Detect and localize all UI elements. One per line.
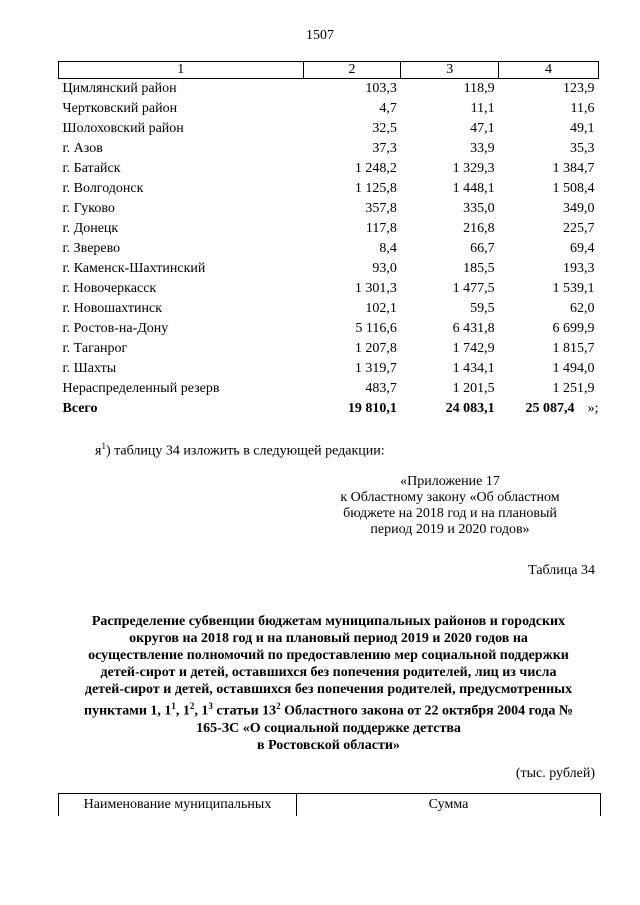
amount-cell: 37,3 (372, 141, 397, 156)
amount-cell: 32,5 (372, 121, 397, 136)
municipality-name: г. Ростов-на-Дону (62, 321, 169, 336)
table-row (59, 279, 599, 299)
amount-cell: 93,0 (372, 261, 397, 276)
amount-cell: 193,3 (563, 261, 595, 276)
amount-cell: 66,7 (470, 241, 495, 256)
table-row (59, 119, 599, 139)
municipality-name: г. Зверево (62, 241, 121, 256)
column-sum-header: Сумма (428, 797, 469, 812)
table-row (59, 359, 599, 379)
subvention-table (58, 61, 599, 419)
amount-cell: 349,0 (563, 201, 595, 216)
amount-cell: 35,3 (570, 141, 595, 156)
table-row (59, 79, 599, 100)
header-cell: 4 (499, 62, 599, 79)
table-row (59, 219, 599, 239)
municipality-name: Шолоховский район (62, 121, 184, 136)
municipality-name: г. Шахты (62, 361, 117, 376)
amount-cell: 1 248,2 (354, 161, 397, 176)
amount-cell: 1 815,7 (552, 341, 595, 356)
amount-cell: 11,1 (470, 101, 495, 116)
page-number: 1507 (306, 28, 334, 43)
amount-cell: 483,7 (365, 381, 397, 396)
table-row (59, 379, 599, 399)
amount-cell: 59,5 (470, 301, 495, 316)
municipality-name: г. Каменск-Шахтинский (62, 261, 206, 276)
total-row (59, 399, 599, 419)
amount-cell: 1 539,1 (552, 281, 595, 296)
header-cell: 2 (303, 62, 401, 79)
table-row (59, 159, 599, 179)
units-label: (тыс. рублей) (515, 766, 595, 781)
column-name-header: Наименование муниципальных (59, 794, 297, 816)
amount-cell: 357,8 (365, 201, 397, 216)
municipality-name: г. Таганрог (62, 341, 128, 356)
total-label: Всего (62, 401, 98, 416)
amount-cell: 47,1 (470, 121, 495, 136)
amount-cell: 1 434,1 (452, 361, 495, 376)
amount-cell: 1 125,8 (354, 181, 397, 196)
total-amount: 24 083,1 (445, 401, 495, 416)
amount-cell: 33,9 (470, 141, 495, 156)
amount-cell: 4,7 (379, 101, 397, 116)
amount-cell: 1 742,9 (452, 341, 495, 356)
amount-cell: 6 699,9 (552, 321, 595, 336)
amount-cell: 6 431,8 (452, 321, 495, 336)
amount-cell: 225,7 (563, 221, 595, 236)
municipality-name: г. Батайск (62, 161, 121, 176)
municipality-name: Цимлянский район (62, 81, 177, 96)
amount-cell: 1 494,0 (552, 361, 595, 376)
amount-cell: 1 384,7 (552, 161, 595, 176)
total-amount: 19 810,1 (347, 401, 397, 416)
table-number: Таблица 34 (528, 563, 595, 578)
amount-cell: 102,1 (365, 301, 397, 316)
table-row (59, 339, 599, 359)
next-table-header (58, 793, 601, 816)
municipality-name: Чертковский район (62, 101, 178, 116)
header-cell: 3 (401, 62, 499, 79)
amount-cell: 62,0 (570, 301, 595, 316)
table-heading: Распределение субвенции бюджетам муниципальных районов и городских округов на 2018 год и на плановый период 2019 и 2020 годов на осуществление полномочий по предоставлению мер социальной поддержки детей-сирот и детей, оставшихся без попечения родителей, лиц из числа детей-сирот и детей, оставшихся без попечения родителей, предусмотренных пунктами 1, $1^1$, $1^2$, $1^3$ статьи $13^2$ Областного закона от 22 октября 2004 года № 165-ЗС «О социальной поддержке детства в Ростовской области» (84, 614, 573, 753)
amount-cell: 216,8 (463, 221, 495, 236)
amount-cell: 1 329,3 (452, 161, 495, 176)
table-row (59, 139, 599, 159)
amount-cell: 8,4 (379, 241, 397, 256)
amount-cell: 1 201,5 (452, 381, 495, 396)
amount-cell: 118,9 (463, 81, 495, 96)
municipality-name: г. Гуково (62, 201, 115, 216)
municipality-name: г. Новочеркасск (62, 281, 157, 296)
amount-cell: 103,3 (365, 81, 397, 96)
amount-cell: 69,4 (570, 241, 595, 256)
amount-cell: 5 116,6 (355, 321, 397, 336)
table-row (59, 239, 599, 259)
amount-cell: 1 319,7 (354, 361, 397, 376)
table-row (59, 319, 599, 339)
closing-quote: »; (587, 401, 599, 416)
total-amount: 25 087,4 »; (499, 399, 599, 419)
amount-cell: 123,9 (563, 81, 595, 96)
table-header-row (59, 62, 599, 79)
municipality-name: Нераспределенный резерв (62, 381, 220, 396)
amount-cell: 11,6 (570, 101, 595, 116)
amount-cell: 1 508,4 (552, 181, 595, 196)
amount-cell: 1 251,9 (552, 381, 595, 396)
amount-cell: 185,5 (463, 261, 495, 276)
table-row (59, 179, 599, 199)
table-row (59, 99, 599, 119)
municipality-name: г. Азов (62, 141, 103, 156)
amount-cell: 1 477,5 (452, 281, 495, 296)
amount-cell: 117,8 (365, 221, 397, 236)
municipality-name: г. Волгодонск (62, 181, 144, 196)
table-row (59, 259, 599, 279)
amount-cell: 1 207,8 (354, 341, 397, 356)
municipality-name: г. Донецк (62, 221, 119, 236)
table-row (59, 299, 599, 319)
header-cell: 1 (59, 62, 304, 79)
municipality-name: г. Новошахтинск (62, 301, 163, 316)
amount-cell: 49,1 (570, 121, 595, 136)
amount-cell: 1 301,3 (354, 281, 397, 296)
table-row (59, 199, 599, 219)
appendix-reference: «Приложение 17 к Областному закону «Об областном бюджете на 2018 год и на плановый период 2019 и 2020 годов» (340, 474, 560, 537)
amount-cell: 1 448,1 (452, 181, 495, 196)
amendment-instruction: $я^1$) таблицу 34 изложить в следующей редакции: (95, 441, 385, 459)
amount-cell: 335,0 (463, 201, 495, 216)
